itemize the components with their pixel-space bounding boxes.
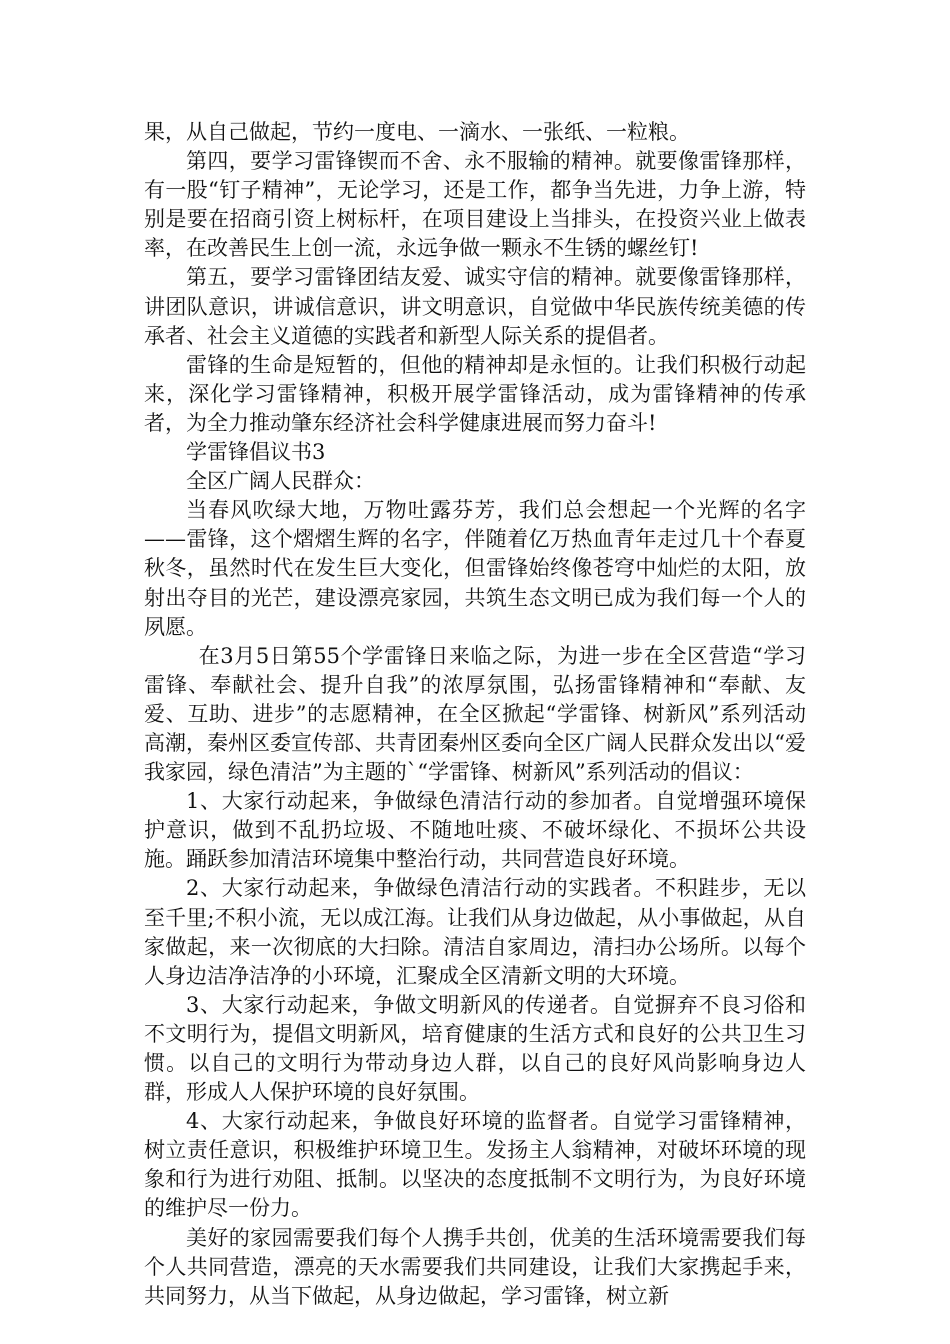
paragraph-fifth-point: 第五，要学习雷锋团结友爱、诚实守信的精神。就要像雷锋那样，讲团队意识，讲诚信意识，讲文明意识，自觉做中华民族传统美德的传承者、社会主义道德的实践者和新型人际关系的提倡者。 [144,265,806,348]
section-heading: 学雷锋倡议书3 [186,440,326,465]
paragraph-proposal: 在3月5日第55个学雷锋日来临之际，为进一步在全区营造“学习雷锋、奉献社会、提升自我”的浓厚氛围，弘扬雷锋精神和“奉献、友爱、互助、进步”的志愿精神，在全区掀起“学雷锋、树新风”系列活动高潮，秦州区委宣传部、共青团秦州区委向全区广阔人民群众发出以“爱我家园，绿色清洁”为主题的`“学雷锋、树新风”系列活动的倡议： [144,643,806,785]
document-page [144,118,806,1311]
paragraph-item-4: 4、大家行动起来，争做良好环境的监督者。自觉学习雷锋精神，树立责任意识，积极维护环境卫生。发扬主人翁精神，对破坏环境的现象和行为进行劝阻、抵制。以坚决的态度抵制不文明行为，为良好环境的维护尽一份力。 [144,1109,806,1221]
paragraph-intro: 当春风吹绿大地，万物吐露芬芳，我们总会想起一个光辉的名字——雷锋，这个熠熠生辉的名字，伴随着亿万热血青年走过几十个春夏秋冬，虽然时代在发生巨大变化，但雷锋始终像苍穹中灿烂的太阳，放射出夺目的光芒，建设漂亮家园，共筑生态文明已成为我们每一个人的夙愿。 [144,498,806,639]
paragraph-item-1: 1、大家行动起来，争做绿色清洁行动的参加者。自觉增强环境保护意识，做到不乱扔垃圾、不随地吐痰、不破坏绿化、不损坏公共设施。踊跃参加清洁环境集中整治行动，共同营造良好环境。 [144,789,806,872]
paragraph-closing: 美好的家园需要我们每个人携手共创，优美的生活环境需要我们每个人共同营造，漂亮的天水需要我们共同建设，让我们大家携起手来，共同努力，从当下做起，从身边做起，学习雷锋，树立新 [144,1225,806,1308]
paragraph-conclusion: 雷锋的生命是短暂的，但他的精神却是永恒的。让我们积极行动起来，深化学习雷锋精神，积极开展学雷锋活动，成为雷锋精神的传承者，为全力推动肇东经济社会科学健康进展而努力奋斗! [144,352,806,435]
paragraph-item-2: 2、大家行动起来，争做绿色清洁行动的实践者。不积跬步，无以至千里;不积小流，无以成江海。让我们从身边做起，从小事做起，从自家做起，来一次彻底的大扫除。清洁自家周边，清扫办公场所。以每个人身边洁净洁净的小环境，汇聚成全区清新文明的大环境。 [144,876,806,988]
salutation: 全区广阔人民群众： [186,469,375,494]
paragraph-item-3: 3、大家行动起来，争做文明新风的传递者。自觉摒弃不良习俗和不文明行为，提倡文明新风，培育健康的生活方式和良好的公共卫生习惯。以自己的文明行为带动身边人群，以自己的良好风尚影响身边人群，形成人人保护环境的良好氛围。 [144,992,806,1105]
paragraph-continuation: 果，从自己做起，节约一度电、一滴水、一张纸、一粒粮。 [144,120,690,144]
paragraph-fourth-point: 第四，要学习雷锋锲而不舍、永不服输的精神。就要像雷锋那样，有一股“钉子精神”，无论学习，还是工作，都争当先进，力争上游，特别是要在招商引资上树标杆，在项目建设上当排头，在投资兴业上做表率，在改善民生上创一流，永远争做一颗永不生锈的螺丝钉! [144,149,806,261]
